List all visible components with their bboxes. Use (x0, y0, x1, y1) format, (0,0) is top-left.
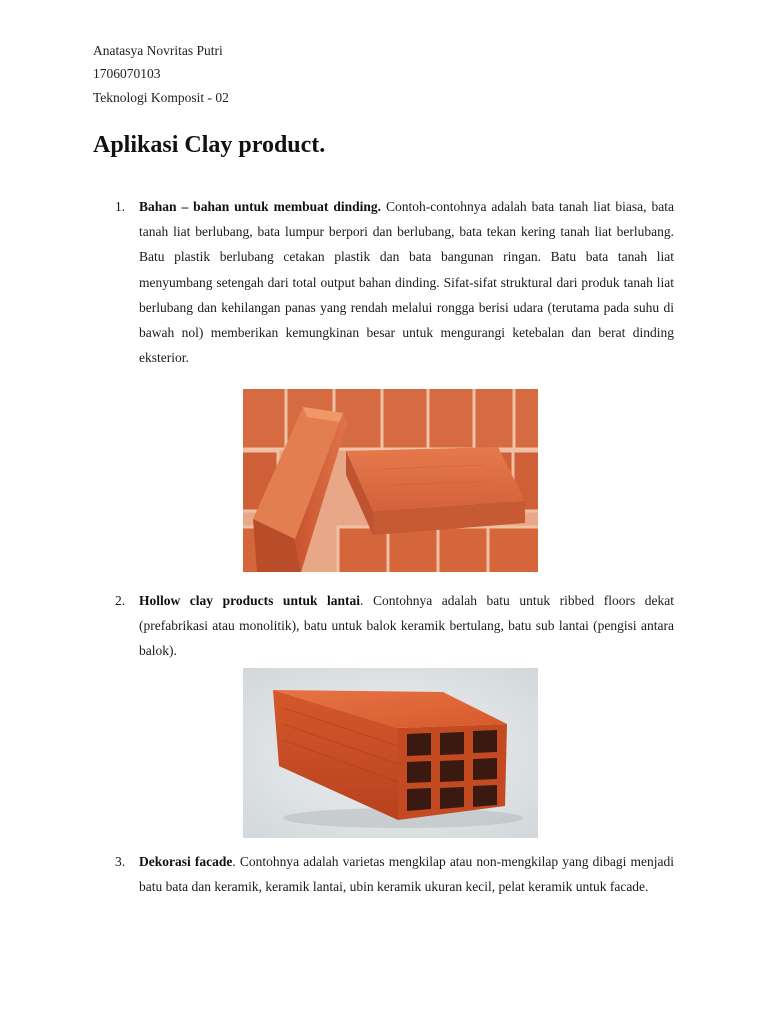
list-item-body: Contoh-contohnya adalah bata tanah liat biasa, bata tanah liat berlubang, bata lumpur berpori dan berlubang, bata tekan kering tanah liat berlubang. Batu plastik berlubang cetakan plastik dan bata bangunan ringan. Batu bata tanah liat menyumbang setengah dari total output bahan dinding. Sifat-sifat struktural dari produk tanah liat berlubang dan kehilangan panas yang rendah melalui rongga berisi udara (terutama pada suhu di bawah nol) memberikan kemungkinan besar untuk mengurangi ketebalan dan berat dinding eksterior. (139, 199, 674, 366)
document-title: Aplikasi Clay product. (93, 132, 326, 158)
list-item-body: . Contohnya adalah varietas mengkilap atau non-mengkilap yang dibagi menjadi batu bata dan keramik, keramik lantai, ubin keramik ukuran kecil, pelat keramik untuk facade. (139, 854, 675, 895)
student-id: 1706070103 (93, 66, 161, 81)
list-item-number: 3. (115, 854, 126, 869)
list-item-number: 2. (115, 593, 126, 608)
bricks-photo (243, 389, 538, 572)
course-name: Teknologi Komposit - 02 (93, 90, 229, 105)
list-item-heading: Bahan – bahan untuk membuat dinding. (139, 199, 382, 214)
list-item-body: . Contohnya adalah batu untuk ribbed floors dekat (prefabrikasi atau monolitik), batu untuk balok keramik bertulang, batu sub lantai (pengisi antara balok). (139, 593, 674, 659)
list-item-text (139, 849, 674, 899)
list-item-number: 1. (115, 199, 126, 214)
list-item-text (139, 588, 674, 664)
list-item-text (139, 194, 674, 370)
hollow-block-photo (243, 668, 538, 838)
list-item-heading: Hollow clay products untuk lantai (139, 593, 361, 608)
author-name: Anatasya Novritas Putri (93, 43, 223, 58)
list-item-heading: Dekorasi facade (139, 854, 233, 869)
